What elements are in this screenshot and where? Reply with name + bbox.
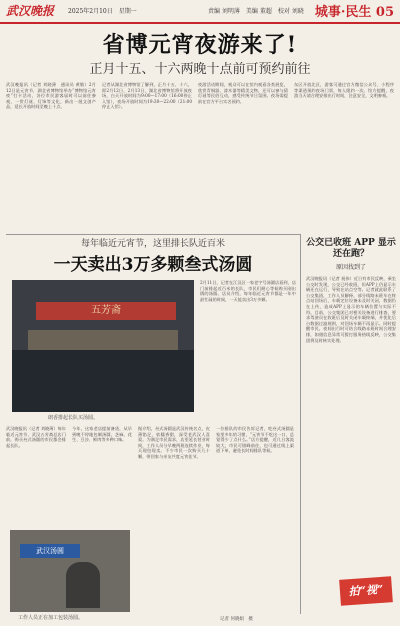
- photo-crowd: [12, 350, 194, 412]
- editor-credits: 责编 刘明薄 美编 董超 校对 刘晓: [208, 8, 304, 15]
- story-column-5: 一位排队的市民告诉记者，吃叁式汤圆是家里多年的习惯，“元宵节不吃这一口，总觉得少了点什么。”店方提醒，近几日客流较大，市民可错峰前往，也可通过线上渠道下单，避免长时间排队等候。: [216, 426, 294, 454]
- sidebar-subhead: 原因找到了: [335, 264, 366, 271]
- page-header: [0, 0, 400, 24]
- column-divider: [300, 234, 301, 614]
- story-column-4: 据介绍，叁式汤圆是武汉传统名点，皮薄馅足，软糯香甜，深受老武汉人喜爱。为满足市民需求，店里延长营业时间，工作人员分早晚两班连续作业，每天现包现卖。不少市民一次购买几十颗，带回家与亲友共度元宵佳节。: [138, 426, 210, 459]
- sidebar-headline: 公交已收班 APP 显示还在跑？: [306, 238, 396, 259]
- story-kicker: 每年临近元宵节，这里排长队近百米: [80, 239, 225, 249]
- section-divider: [6, 234, 300, 235]
- queue-photo: [12, 280, 194, 412]
- column-logo-stamp: 拍“视”: [339, 576, 393, 606]
- photo-shelf: [28, 330, 178, 352]
- worker-photo: [10, 530, 130, 612]
- article-column-4: 东区开放北区，游客可通过官方微信公众号、小程序等渠道预约夜场门票，每人限约一次。馆方提醒，夜游当天请合理安排出行时间，注意安全，文明参观。: [294, 82, 394, 99]
- article-column-3: 夜游活动期间，观众可以在馆内观看各类展览，欣赏青铜器、漆木器等精美文物，还可以参与猜灯谜等民俗互动，感受传统节日氛围。夜场需提前在官方平台实名预约。: [198, 82, 288, 104]
- newspaper-logo: 武汉晚报: [6, 4, 55, 18]
- sidebar-article: 武汉晚报讯（记者 祝伟）近日有市民反映，乘坐公交时发现，公交已经收班，但APP上仍显示车辆还在运行，导致在站点空等。记者就此联系了公交集团，工作人员解释，部分线路末班车在终点站回场后，车载定位设备未及时关闭，数据仍在上传，造成APP上显示的车辆位置与实际不符。目前，公交集团已对相关设备进行排查，要求驾驶员在收班后及时关闭车载终端，并优化后台数据过滤规则，对回场车辆不再显示。同时提醒市民，夜间出行时可结合线路末班时间合理安排，如遇信息异常可拨打服务热线反映，公交集团将及时核实处理。: [306, 276, 396, 343]
- main-headline: 省博元宵夜游来了!: [102, 32, 298, 58]
- story-headline: 一天卖出3万多颗叁式汤圆: [53, 255, 253, 275]
- story-column-3: 今年，这家老店提前备货，从早到晚不停地包制汤圆，芝麻、花生、豆沙、鲜肉等多种口味。: [72, 426, 132, 443]
- shop-sign: 五芳斋: [36, 302, 176, 320]
- story-column-1: 2月11日，记者在江汉区一家老字号汤圆店看到，店门前排起近百米的长队，市民们耐心等候购买刚出锅的汤圆。店员介绍，每年临近元宵节都是一年中最忙碌的时候，一天能卖出3万多颗。: [200, 280, 296, 302]
- worker-photo-caption: 工作人员正在加工包装汤圆。: [18, 615, 84, 621]
- issue-date: 2025年2月10日 星期一: [68, 8, 137, 15]
- article-column-1: 武汉晚报讯（记者 刘晓薄 通讯员 黄敏）2月12日是元宵节，湖北省博物馆举办“博物馆元宵夜”打卡活动，各位市民游客届时可以前往参观，一赏灯谜、灯饰等文化，新出一批文创产品，延长开放时间至晚上十点。: [6, 82, 96, 110]
- worker-photo-sign: 武汉汤圆: [20, 544, 80, 558]
- story-column-2: 武汉晚报讯（记者 刘晓薄）每年临近元宵节，武汉五芳斋总店门前，购买叁式汤圆的市民都会排起长队。: [6, 426, 66, 448]
- section-title: 城事·民生 05: [314, 5, 394, 20]
- article-column-2: 记者从湖北省博物馆了解到，正月十五、十六，即2月12日、2月13日，湖北省博物馆将开放夜场，白天开放时间为9:00—17:00（16:00停止入馆），夜场开放时间为19:30—22:00（21:00停止入馆）。: [102, 82, 192, 110]
- main-subhead: 正月十五、十六两晚十点前可预约前往: [89, 62, 311, 77]
- queue-photo-caption: 朗香排起长队买汤圆。: [48, 415, 99, 421]
- photo-credit: 记者 何晓娟 摄: [220, 617, 253, 622]
- worker-figure: [66, 562, 100, 608]
